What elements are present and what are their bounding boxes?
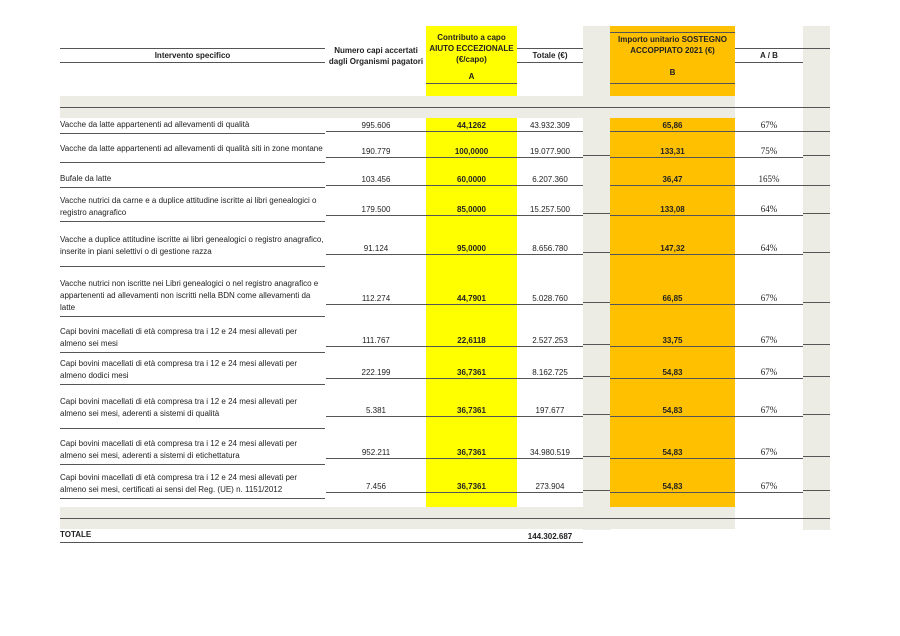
row-divider — [610, 346, 735, 347]
row-divider — [517, 215, 583, 216]
row-capi: 112.274 — [361, 293, 391, 303]
row-divider — [60, 221, 325, 222]
row-contributo: 95,0000 — [457, 243, 486, 253]
row-divider — [517, 492, 583, 493]
row-totale: 8.656.780 — [532, 243, 568, 253]
row-divider — [60, 352, 325, 353]
row-divider — [735, 131, 803, 132]
row-divider — [735, 458, 803, 459]
row-divider — [326, 458, 426, 459]
row-divider — [610, 254, 735, 255]
row-importo: 33,75 — [662, 335, 683, 345]
row-divider — [803, 213, 830, 214]
row-contributo: 60,0000 — [457, 174, 486, 184]
row-divider — [426, 131, 517, 132]
row-importo: 133,31 — [660, 146, 685, 156]
header-ratio: A / B — [760, 50, 778, 60]
row-ratio: 64% — [760, 243, 778, 253]
row-divider — [326, 215, 426, 216]
row-description: Vacche da latte appartenenti ad allevamenti di qualità siti in zone montane — [60, 144, 323, 153]
row-capi: 5.381 — [365, 405, 387, 415]
row-divider — [803, 185, 830, 186]
row-divider — [610, 215, 735, 216]
row-divider — [803, 302, 830, 303]
row-importo: 147,32 — [660, 243, 685, 253]
row-divider — [735, 157, 803, 158]
row-importo: 54,83 — [662, 447, 683, 457]
row-divider — [517, 304, 583, 305]
row-divider — [60, 162, 325, 163]
row-capi: 995.606 — [361, 120, 391, 130]
row-divider — [610, 157, 735, 158]
header-importo-line1: Importo unitario SOSTEGNO — [618, 35, 727, 44]
row-divider — [426, 458, 517, 459]
row-ratio: 165% — [758, 174, 780, 184]
row-divider — [326, 378, 426, 379]
header-numero-capi-line2: dagli Organismi pagatori — [328, 57, 424, 66]
row-importo: 36,47 — [662, 174, 683, 184]
row-divider — [517, 131, 583, 132]
header-numero-capi-line1: Numero capi accertati — [334, 46, 418, 55]
row-divider — [583, 252, 610, 253]
row-divider — [583, 456, 610, 457]
row-divider — [60, 498, 325, 499]
row-divider — [583, 302, 610, 303]
row-divider — [735, 378, 803, 379]
row-divider — [426, 185, 517, 186]
row-divider — [610, 378, 735, 379]
row-ratio: 67% — [760, 293, 778, 303]
row-divider — [326, 492, 426, 493]
row-importo: 54,83 — [662, 405, 683, 415]
row-divider — [326, 185, 426, 186]
row-divider — [583, 155, 610, 156]
row-description: Vacche da latte appartenenti ad allevamenti di qualità — [60, 120, 250, 129]
row-divider — [517, 458, 583, 459]
row-contributo: 22,6118 — [457, 335, 486, 345]
row-capi: 952.211 — [361, 447, 391, 457]
header-intervento: Intervento specifico — [154, 50, 231, 60]
row-importo: 65,86 — [662, 120, 683, 130]
row-divider — [60, 316, 325, 317]
row-divider — [60, 266, 325, 267]
row-divider — [803, 344, 830, 345]
row-divider — [426, 346, 517, 347]
row-divider — [735, 254, 803, 255]
row-importo: 54,83 — [662, 367, 683, 377]
row-description: Vacche nutrici da carne e a duplice attitudine iscritte ai libri genealogici o registro anagrafico — [60, 196, 317, 217]
row-totale: 5.028.760 — [532, 293, 568, 303]
row-divider — [326, 157, 426, 158]
row-divider — [803, 456, 830, 457]
row-divider — [60, 464, 325, 465]
row-description: Capi bovini macellati di età compresa tra i 12 e 24 mesi allevati per almeno dodici mesi — [60, 359, 298, 380]
row-importo: 66,85 — [662, 293, 683, 303]
row-totale: 2.527.253 — [532, 335, 568, 345]
row-description: Capi bovini macellati di età compresa tra i 12 e 24 mesi allevati per almeno sei mesi — [60, 327, 298, 348]
row-divider — [517, 185, 583, 186]
row-divider — [60, 428, 325, 429]
row-divider — [426, 215, 517, 216]
row-description: Capi bovini macellati di età compresa tra i 12 e 24 mesi allevati per almeno sei mesi, certificati ai sensi del Reg. (UE) n. 1151/2012 — [60, 473, 298, 494]
row-ratio: 67% — [760, 447, 778, 457]
row-capi: 91.124 — [363, 243, 389, 253]
row-totale: 34.980.519 — [529, 447, 571, 457]
row-divider — [426, 254, 517, 255]
row-description: Vacche a duplice attitudine iscritte ai libri genealogici o registro anagrafico, inserite in piani selettivi o di gestione razza — [60, 235, 324, 256]
row-contributo: 100,0000 — [454, 146, 489, 156]
row-divider — [517, 157, 583, 158]
row-capi: 222.199 — [361, 367, 391, 377]
row-contributo: 44,1262 — [457, 120, 486, 130]
row-contributo: 44,7901 — [457, 293, 486, 303]
row-totale: 273.904 — [535, 481, 565, 491]
header-contributo-letter: A — [468, 71, 475, 81]
row-divider — [426, 157, 517, 158]
total-label: TOTALE — [60, 530, 92, 539]
row-totale: 197.677 — [535, 405, 565, 415]
row-description: Capi bovini macellati di età compresa tra i 12 e 24 mesi allevati per almeno sei mesi, aderenti a sistemi di etichettatura — [60, 439, 298, 460]
row-divider — [735, 346, 803, 347]
row-divider — [326, 416, 426, 417]
row-divider — [735, 492, 803, 493]
header-contributo — [426, 30, 517, 66]
header-importo-line2: ACCOPPIATO 2021 (€) — [630, 46, 715, 55]
row-divider — [583, 414, 610, 415]
row-divider — [803, 252, 830, 253]
row-importo: 54,83 — [662, 481, 683, 491]
row-description: Vacche nutrici non iscritte nei Libri genealogici o nel registro anagrafico e appartenenti ad allevamenti non iscritti nella BDN come allevamenti da latte — [60, 279, 319, 312]
row-contributo: 36,7361 — [457, 367, 486, 377]
row-divider — [60, 384, 325, 385]
row-importo: 133,08 — [660, 204, 685, 214]
row-divider — [610, 492, 735, 493]
header-contributo-line2: AIUTO ECCEZIONALE — [429, 43, 514, 53]
row-divider — [583, 213, 610, 214]
row-contributo: 85,0000 — [457, 204, 486, 214]
row-divider — [803, 155, 830, 156]
row-capi: 179.500 — [361, 204, 391, 214]
row-ratio: 67% — [760, 335, 778, 345]
row-description: Capi bovini macellati di età compresa tra i 12 e 24 mesi allevati per almeno sei mesi, aderenti a sistemi di qualità — [60, 397, 298, 418]
row-divider — [326, 304, 426, 305]
row-divider — [426, 492, 517, 493]
row-divider — [610, 458, 735, 459]
row-divider — [610, 131, 735, 132]
header-totale: Totale (€) — [532, 50, 568, 60]
header-contributo-line3: (€/capo) — [456, 54, 487, 64]
row-divider — [735, 185, 803, 186]
row-divider — [735, 215, 803, 216]
row-contributo: 36,7361 — [457, 481, 486, 491]
row-divider — [583, 344, 610, 345]
header-importo-letter: B — [669, 67, 676, 77]
row-divider — [326, 131, 426, 132]
row-divider — [803, 376, 830, 377]
row-totale: 43.932.309 — [529, 120, 571, 130]
row-ratio: 67% — [760, 405, 778, 415]
row-capi: 190.779 — [361, 146, 391, 156]
row-divider — [735, 416, 803, 417]
row-divider — [803, 490, 830, 491]
header-importo — [610, 33, 735, 57]
row-divider — [326, 254, 426, 255]
row-ratio: 67% — [760, 120, 778, 130]
row-totale: 15.257.500 — [529, 204, 571, 214]
row-ratio: 67% — [760, 367, 778, 377]
row-capi: 7.456 — [365, 481, 387, 491]
row-divider — [803, 414, 830, 415]
header-contributo-line1: Contributo a capo — [437, 32, 506, 42]
row-capi: 103.456 — [361, 174, 391, 184]
row-divider — [60, 133, 325, 134]
row-divider — [583, 490, 610, 491]
row-ratio: 75% — [760, 146, 778, 156]
header-numero-capi — [326, 43, 426, 69]
row-divider — [517, 378, 583, 379]
row-divider — [517, 254, 583, 255]
row-divider — [326, 346, 426, 347]
row-contributo: 36,7361 — [457, 447, 486, 457]
row-divider — [426, 378, 517, 379]
row-divider — [517, 416, 583, 417]
row-divider — [803, 131, 830, 132]
row-divider — [610, 185, 735, 186]
total-value: 144.302.687 — [527, 531, 573, 541]
row-divider — [426, 304, 517, 305]
row-divider — [60, 187, 325, 188]
row-divider — [426, 416, 517, 417]
row-divider — [583, 376, 610, 377]
row-divider — [735, 304, 803, 305]
row-totale: 8.162.725 — [532, 367, 568, 377]
row-divider — [610, 416, 735, 417]
row-divider — [517, 346, 583, 347]
row-contributo: 36,7361 — [457, 405, 486, 415]
row-ratio: 67% — [760, 481, 778, 491]
row-totale: 19.077.900 — [529, 146, 571, 156]
row-totale: 6.207.360 — [532, 174, 568, 184]
row-divider — [610, 304, 735, 305]
row-capi: 111.767 — [362, 335, 390, 345]
row-ratio: 64% — [760, 204, 778, 214]
row-description: Bufale da latte — [60, 174, 112, 183]
